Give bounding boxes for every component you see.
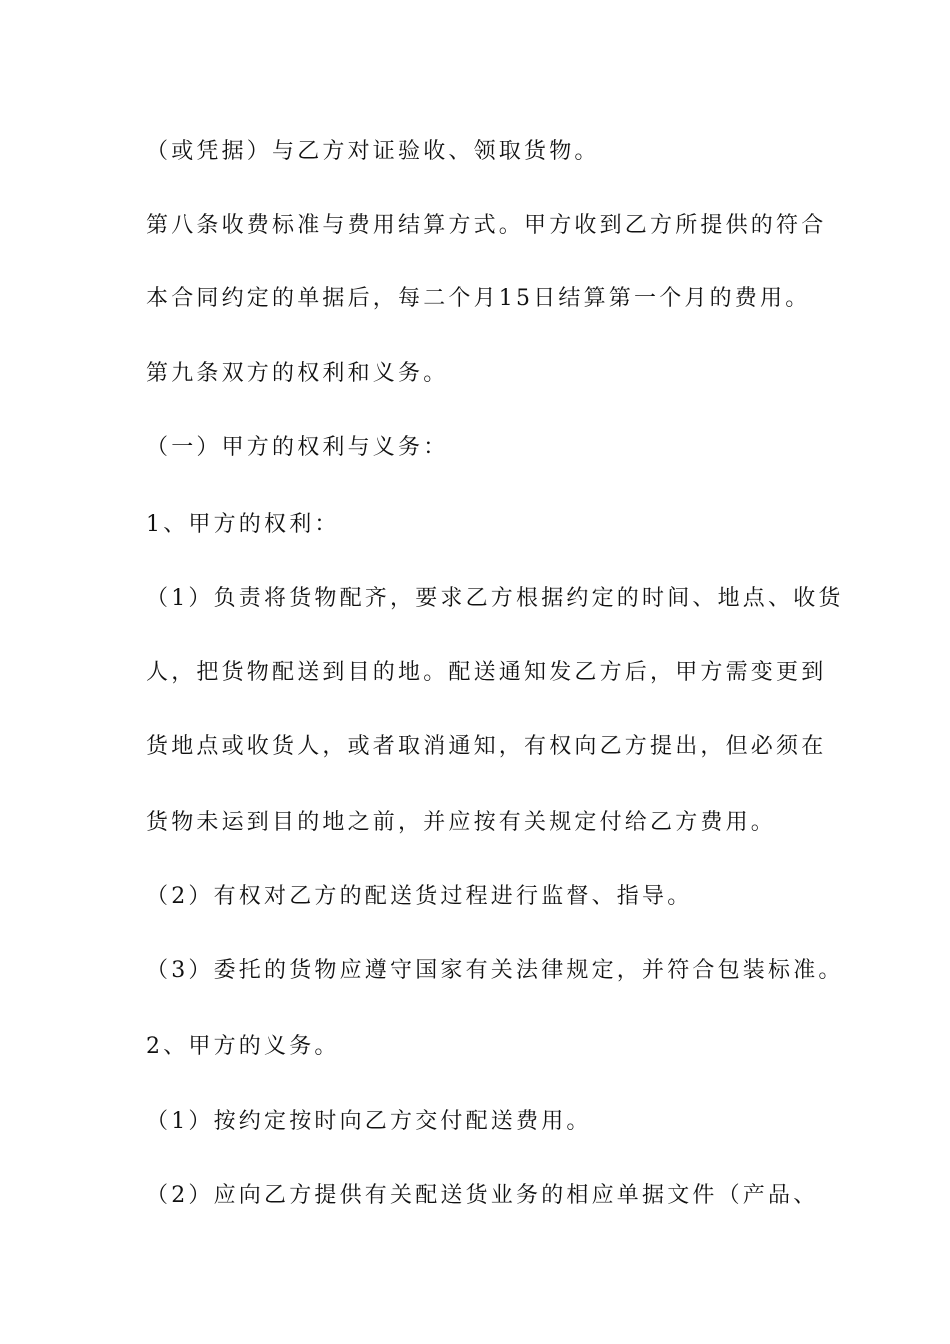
text-line: 人，把货物配送到目的地。配送通知发乙方后，甲方需变更到: [146, 660, 827, 685]
text-line: （一）甲方的权利与义务：: [146, 435, 449, 460]
text-line: 第九条双方的权利和义务。: [146, 361, 449, 386]
text-line: 2、甲方的义务。: [146, 1034, 340, 1059]
text-line: 货地点或收货人，或者取消通知，有权向乙方提出，但必须在: [146, 734, 827, 759]
text-line: （1）按约定按时向乙方交付配送费用。: [146, 1109, 592, 1134]
text-line: 1、甲方的权利：: [146, 512, 340, 537]
text-line: （3）委托的货物应遵守国家有关法律规定，并符合包装标准。: [146, 958, 844, 983]
text-line: 货物未运到目的地之前，并应按有关规定付给乙方费用。: [146, 810, 777, 835]
text-line: （或凭据）与乙方对证验收、领取货物。: [146, 139, 600, 164]
text-line: 第八条收费标准与费用结算方式。甲方收到乙方所提供的符合: [146, 213, 827, 238]
text-line: （1）负责将货物配齐，要求乙方根据约定的时间、地点、收货: [146, 586, 844, 611]
text-line: 本合同约定的单据后，每二个月15日结算第一个月的费用。: [146, 286, 811, 311]
text-line: （2）有权对乙方的配送货过程进行监督、指导。: [146, 884, 693, 909]
text-line: （2）应向乙方提供有关配送货业务的相应单据文件（产品、: [146, 1183, 819, 1208]
